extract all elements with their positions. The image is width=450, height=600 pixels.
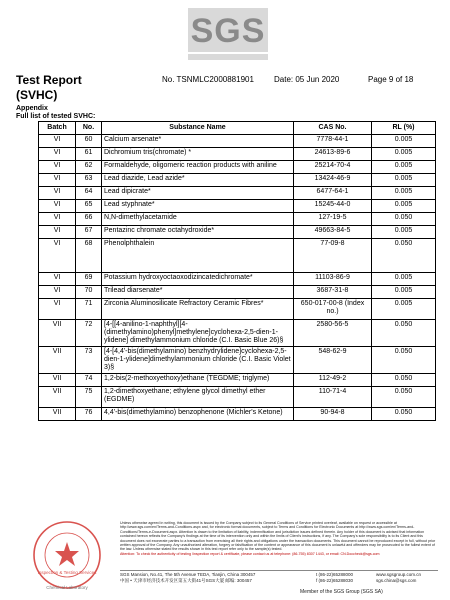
- header-substance: Substance Name: [102, 122, 294, 135]
- batch-cell: VI: [39, 200, 76, 213]
- report-subtitle: (SVHC): [16, 88, 58, 102]
- substance-cell: Trilead diarsenate*: [102, 286, 294, 299]
- report-title: Test Report: [16, 73, 82, 87]
- fax: f (86-22)65288030: [316, 578, 354, 583]
- footer-attention: Attention: To check the authenticity of testing /inspection report & certificate, please contact us at telephone: (86-755) 8307 1443, or email: CN.Doccheck@sgs.com: [120, 551, 380, 556]
- table-header-row: [39, 122, 436, 135]
- batch-cell: VI: [39, 161, 76, 174]
- rl-cell: 0.050: [372, 213, 436, 226]
- rl-cell: 0.050: [372, 374, 436, 387]
- cas-cell: 11103-86-9: [294, 273, 372, 286]
- no-cell: 71: [76, 299, 102, 320]
- batch-cell: VI: [39, 187, 76, 200]
- substance-cell: Potassium hydroxyoctaoxodizincatedichromate*: [102, 273, 294, 286]
- table-row: [39, 408, 436, 421]
- member-line: Member of the SGS Group (SGS SA): [300, 589, 383, 595]
- rl-cell: 0.005: [372, 135, 436, 148]
- header-rl: RL (%): [372, 122, 436, 135]
- cas-cell: 112-49-2: [294, 374, 372, 387]
- substance-cell: Phenolphthalein: [102, 239, 294, 273]
- batch-cell: VI: [39, 286, 76, 299]
- cas-cell: 3687-31-8: [294, 286, 372, 299]
- no-cell: 76: [76, 408, 102, 421]
- no-cell: 70: [76, 286, 102, 299]
- substance-cell: N,N-dimethylacetamide: [102, 213, 294, 226]
- header-no: No.: [76, 122, 102, 135]
- footer-disclaimer-text: Unless otherwise agreed in writing, this document is issued by the Company subject to its General Conditions of Service printed overleaf, available on request or accessible at http://www.sgs.com/en/Terms-and-Conditions.aspx and, for electronic format documents, subject to Terms and Conditions for Electronic Documents at http://www.sgs.com/en/Terms-and-Conditions/Terms-e-Document.aspx. Attention is drawn to the limitation of liability, indemnification and jurisdiction issues defined therein. Any holder of this document is advised that information contained hereon reflects the Company's findings at the time of its intervention only and within the limits of Client's instructions, if any. The Company's sole responsibility is to its Client and this document does not exonerate parties to a transaction from exercising all their rights and obligations under the transaction documents. This document cannot be reproduced except in full, without prior written approval of the Company. Any unauthorized alteration, forgery or falsification of the content or appearance of this document is unlawful and offenders may be prosecuted to the fullest extent of the law. Unless otherwise stated the results shown in this test report refer only to the sample(s) tested.: [120, 521, 436, 552]
- substance-cell: [4-[[4-anilino-1-naphthyl][4-(dimethylamino)phenyl]methylene]cyclohexa-2,5-dien-1-ylidene] dimethylammonium chloride (C.I. Basic Blue 26)§: [102, 320, 294, 347]
- batch-cell: VI: [39, 148, 76, 161]
- rl-cell: 0.005: [372, 299, 436, 320]
- cas-cell: 90-94-8: [294, 408, 372, 421]
- batch-cell: VI: [39, 213, 76, 226]
- no-cell: 61: [76, 148, 102, 161]
- substance-cell: Pentazinc chromate octahydroxide*: [102, 226, 294, 239]
- substance-cell: 1,2-bis(2-methoxyethoxy)ethane (TEGDME; triglyme): [102, 374, 294, 387]
- table-row: [39, 200, 436, 213]
- no-cell: 68: [76, 239, 102, 273]
- rl-cell: 0.005: [372, 273, 436, 286]
- table-row: [39, 135, 436, 148]
- no-cell: 65: [76, 200, 102, 213]
- substance-cell: [4-[4,4'-bis(dimethylamino) benzhydrylidene]cyclohexa-2,5-dien-1-ylidene]dimethylammonium chloride (C.I. Basic Violet 3)§: [102, 347, 294, 374]
- substance-cell: Lead diazide, Lead azide*: [102, 174, 294, 187]
- table-row: [39, 187, 436, 200]
- table-row: [39, 226, 436, 239]
- rl-cell: 0.005: [372, 286, 436, 299]
- table-row: [39, 374, 436, 387]
- inspection-stamp-seal: [30, 518, 104, 592]
- table-row: [39, 347, 436, 374]
- rl-cell: 0.005: [372, 226, 436, 239]
- cas-cell: 77-09-8: [294, 239, 372, 273]
- substance-cell: 4,4'-bis(dimethylamino) benzophenone (Michler's Ketone): [102, 408, 294, 421]
- rl-cell: 0.005: [372, 187, 436, 200]
- report-number: No. TSNMLC2000881901: [162, 75, 254, 84]
- rl-cell: 0.050: [372, 239, 436, 273]
- batch-cell: VI: [39, 299, 76, 320]
- substance-cell: 1,2-dimethoxyethane; ethylene glycol dimethyl ether (EGDME): [102, 387, 294, 408]
- table-row: [39, 273, 436, 286]
- table-row: [39, 161, 436, 174]
- cas-cell: 15245-44-0: [294, 200, 372, 213]
- rl-cell: 0.050: [372, 408, 436, 421]
- svhc-table: [38, 121, 436, 421]
- rl-cell: 0.005: [372, 161, 436, 174]
- batch-cell: VI: [39, 273, 76, 286]
- sgs-logo-text: SGS: [190, 12, 266, 50]
- no-cell: 62: [76, 161, 102, 174]
- substance-cell: Formaldehyde, oligomeric reaction products with aniline: [102, 161, 294, 174]
- table-row: [39, 387, 436, 408]
- batch-cell: VII: [39, 320, 76, 347]
- telephone: t (86-22)65288000: [316, 572, 354, 577]
- table-row: [39, 239, 436, 273]
- address-en: SGS Mansion, No.41, The 5th Avenue TEDA, Tianjin, China 300457: [120, 572, 256, 577]
- website: www.sgsgroup.com.cn: [376, 572, 422, 577]
- footer-disclaimer: [120, 521, 438, 556]
- no-cell: 63: [76, 174, 102, 187]
- page-number: Page 9 of 18: [368, 75, 414, 84]
- batch-cell: VII: [39, 347, 76, 374]
- table-row: [39, 213, 436, 226]
- substance-cell: Zirconia Aluminosilicate Refractory Ceramic Fibres*: [102, 299, 294, 320]
- cas-cell: 49663-84-5: [294, 226, 372, 239]
- cas-cell: 13424-46-9: [294, 174, 372, 187]
- cas-cell: 7778-44-1: [294, 135, 372, 148]
- no-cell: 69: [76, 273, 102, 286]
- batch-cell: VI: [39, 174, 76, 187]
- table-row: [39, 148, 436, 161]
- rl-cell: 0.050: [372, 347, 436, 374]
- batch-cell: VII: [39, 408, 76, 421]
- no-cell: 75: [76, 387, 102, 408]
- header-cas: CAS No.: [294, 122, 372, 135]
- batch-cell: VII: [39, 374, 76, 387]
- batch-cell: VII: [39, 387, 76, 408]
- footer-address-block: [120, 570, 438, 584]
- rl-cell: 0.050: [372, 387, 436, 408]
- header-batch: Batch: [39, 122, 76, 135]
- sgs-logo: [188, 8, 268, 62]
- rl-cell: 0.005: [372, 200, 436, 213]
- no-cell: 67: [76, 226, 102, 239]
- substance-cell: Lead styphnate*: [102, 200, 294, 213]
- report-date: Date: 05 Jun 2020: [274, 75, 340, 84]
- cas-cell: 110-71-4: [294, 387, 372, 408]
- cas-cell: 24613-89-6: [294, 148, 372, 161]
- no-cell: 60: [76, 135, 102, 148]
- table-row: [39, 299, 436, 320]
- address-cn: 中国 • 天津市经济技术开发区第五大街41号SGS大厦 邮编: 300457: [120, 578, 252, 583]
- no-cell: 74: [76, 374, 102, 387]
- cas-cell: 127-19-5: [294, 213, 372, 226]
- batch-cell: VI: [39, 239, 76, 273]
- substance-cell: Dichromium tris(chromate) *: [102, 148, 294, 161]
- substance-cell: Lead dipicrate*: [102, 187, 294, 200]
- rl-cell: 0.005: [372, 148, 436, 161]
- cas-cell: 548-62-9: [294, 347, 372, 374]
- no-cell: 66: [76, 213, 102, 226]
- cas-cell: 2580-56-5: [294, 320, 372, 347]
- batch-cell: VI: [39, 135, 76, 148]
- batch-cell: VI: [39, 226, 76, 239]
- appendix-label: Appendix: [16, 105, 48, 112]
- table-row: [39, 320, 436, 347]
- email: sgs.china@sgs.com: [376, 578, 417, 583]
- table-row: [39, 286, 436, 299]
- list-title: Full list of tested SVHC:: [16, 113, 96, 120]
- table-row: [39, 174, 436, 187]
- no-cell: 73: [76, 347, 102, 374]
- no-cell: 64: [76, 187, 102, 200]
- svg-text:Inspection & Testing Services: Inspection & Testing Services: [37, 570, 97, 575]
- no-cell: 72: [76, 320, 102, 347]
- substance-cell: Calcium arsenate*: [102, 135, 294, 148]
- cas-cell: 650-017-00-8 (Index no.): [294, 299, 372, 320]
- cas-cell: 6477-64-1: [294, 187, 372, 200]
- svg-text:Chemical Laboratory: Chemical Laboratory: [46, 585, 88, 590]
- cas-cell: 25214-70-4: [294, 161, 372, 174]
- rl-cell: 0.005: [372, 174, 436, 187]
- rl-cell: 0.050: [372, 320, 436, 347]
